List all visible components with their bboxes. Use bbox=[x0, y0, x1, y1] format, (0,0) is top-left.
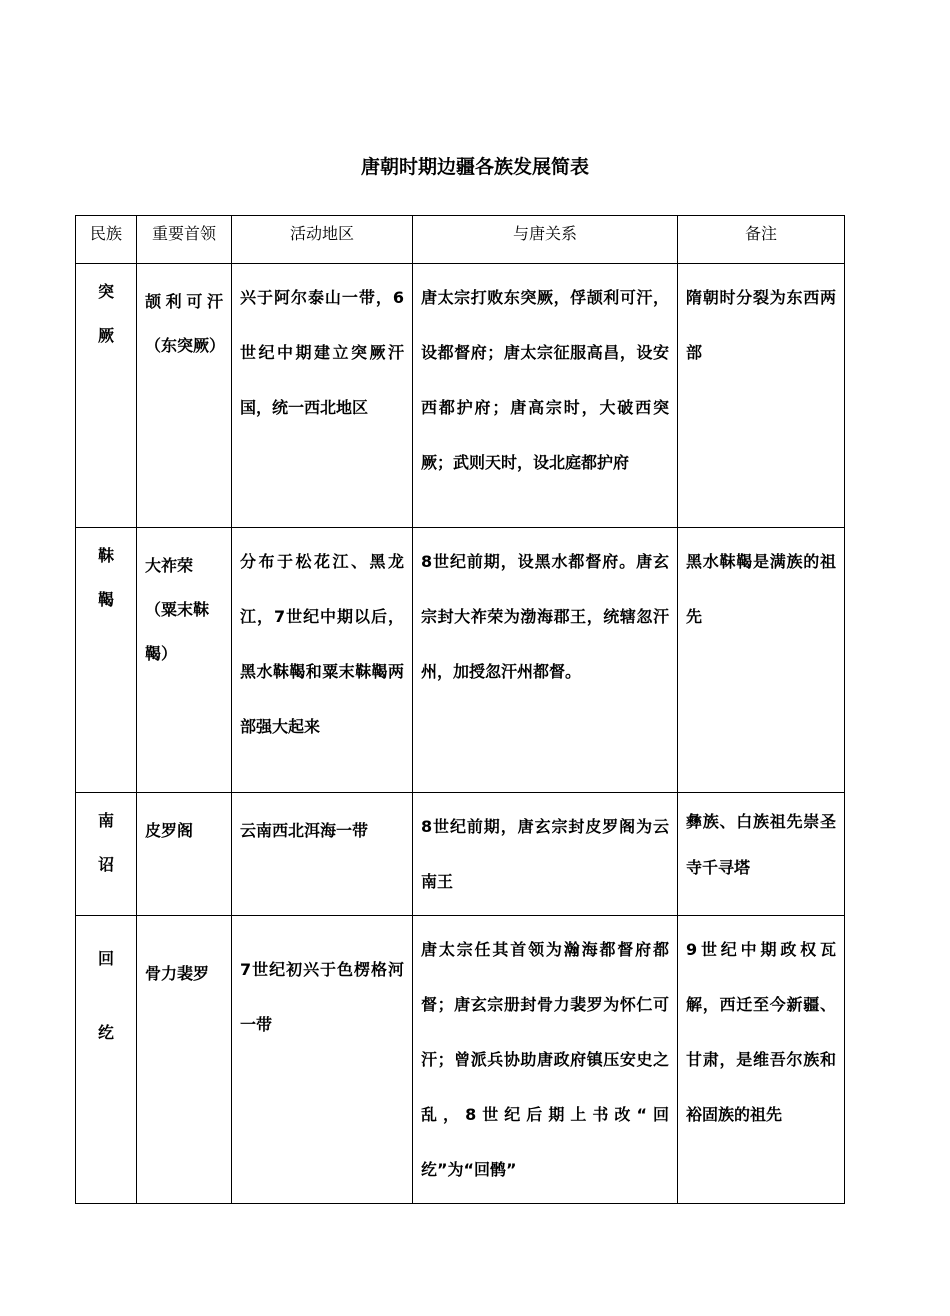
cell-relation: 8世纪前期，唐玄宗封皮罗阁为云南王 bbox=[413, 793, 678, 916]
cell-region: 兴于阿尔泰山一带，6世纪中期建立突厥汗国，统一西北地区 bbox=[232, 264, 413, 528]
table-row bbox=[76, 793, 845, 916]
header-leader: 重要首领 bbox=[137, 216, 232, 264]
cell-region: 分布于松花江、黑龙江，7世纪中期以后，黑水靺鞨和粟末靺鞨两部强大起来 bbox=[232, 528, 413, 793]
cell-nation: 突厥 bbox=[76, 264, 137, 528]
cell-region: 7世纪初兴于色楞格河一带 bbox=[232, 916, 413, 1204]
table-row bbox=[76, 264, 845, 528]
cell-relation: 唐太宗打败东突厥，俘颉利可汗，设都督府；唐太宗征服高昌，设安西都护府；唐高宗时，大破西突厥；武则天时，设北庭都护府 bbox=[413, 264, 678, 528]
table-row bbox=[76, 916, 845, 1204]
document-title: 唐朝时期边疆各族发展简表 bbox=[360, 156, 589, 178]
cell-note: 彝族、白族祖先崇圣寺千寻塔 bbox=[678, 793, 845, 916]
cell-nation: 回纥 bbox=[76, 916, 137, 1204]
cell-note: 黑水靺鞨是满族的祖先 bbox=[678, 528, 845, 793]
cell-note: 9世纪中期政权瓦解，西迁至今新疆、甘肃，是维吾尔族和裕固族的祖先 bbox=[678, 916, 845, 1204]
cell-relation: 8世纪前期，设黑水都督府。唐玄宗封大祚荣为渤海郡王，统辖忽汗州，加授忽汗州都督。 bbox=[413, 528, 678, 793]
cell-leader: 皮罗阁 bbox=[137, 793, 232, 916]
header-nation: 民族 bbox=[76, 216, 137, 264]
header-note: 备注 bbox=[678, 216, 845, 264]
cell-region: 云南西北洱海一带 bbox=[232, 793, 413, 916]
cell-leader: 大祚荣（粟末靺鞨） bbox=[137, 528, 232, 793]
table-row bbox=[76, 528, 845, 793]
cell-nation: 靺鞨 bbox=[76, 528, 137, 793]
cell-note: 隋朝时分裂为东西两部 bbox=[678, 264, 845, 528]
header-region: 活动地区 bbox=[232, 216, 413, 264]
cell-leader: 颉利可汗（东突厥） bbox=[137, 264, 232, 528]
table-header-row bbox=[76, 216, 845, 264]
cell-leader: 骨力裴罗 bbox=[137, 916, 232, 1204]
header-relation: 与唐关系 bbox=[413, 216, 678, 264]
cell-relation: 唐太宗任其首领为瀚海都督府都督；唐玄宗册封骨力裴罗为怀仁可汗；曾派兵协助唐政府镇压安史之乱，8世纪后期上书改“回纥”为“回鹘” bbox=[413, 916, 678, 1204]
ethnic-groups-table bbox=[75, 215, 845, 1204]
cell-nation: 南诏 bbox=[76, 793, 137, 916]
